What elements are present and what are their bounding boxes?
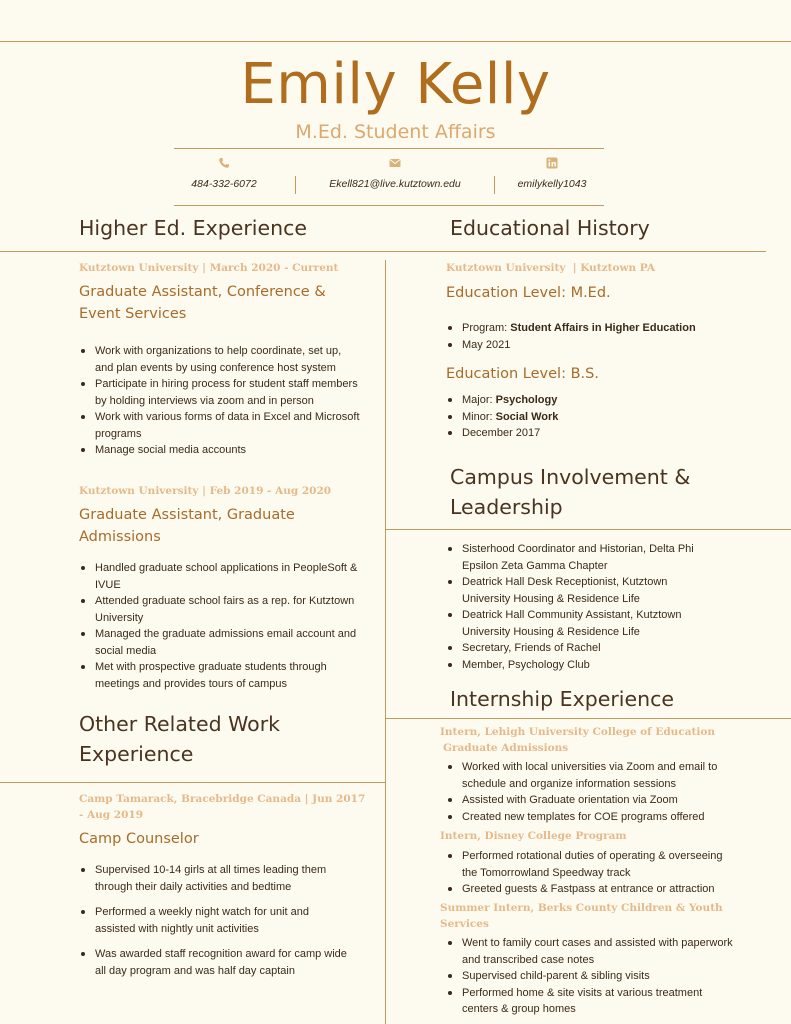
linkedin-handle[interactable]: emilykelly1043	[517, 178, 587, 190]
contact-rule	[174, 205, 604, 206]
job-org: Camp Tamarack, Bracebridge Canada | Jun 2017 - Aug 2019	[79, 793, 366, 821]
mail-icon	[389, 157, 401, 169]
major-label: Major:	[462, 394, 496, 406]
list-item: Handled graduate school applications in PeopleSoft & IVUE	[79, 560, 361, 593]
internship-org: Intern, Lehigh University College of Education	[440, 726, 715, 738]
title-rule	[174, 148, 604, 149]
column-divider	[385, 260, 386, 1024]
list-item: Deatrick Hall Community Assistant, Kutztown University Housing & Residence Life	[446, 607, 714, 640]
program-value: Student Affairs in Higher Education	[510, 322, 696, 334]
list-item: Went to family court cases and assisted with paperwork and transcribed case notes	[446, 935, 736, 968]
school-org: Kutztown University | Kutztown PA	[446, 262, 656, 274]
list-item: Supervised child-parent & sibling visits	[446, 968, 736, 985]
internship-bullets	[446, 759, 736, 825]
candidate-name: Emily Kelly	[240, 52, 551, 117]
education-level-med: Education Level: M.Ed.	[446, 285, 611, 301]
med-details	[446, 320, 766, 353]
list-item: Attended graduate school fairs as a rep. for Kutztown University	[79, 593, 361, 626]
list-item	[446, 409, 766, 426]
section-heading-higher-ed: Higher Ed. Experience	[79, 216, 307, 240]
internship-org: Intern, Disney College Program	[440, 830, 627, 842]
linkedin-icon	[546, 157, 558, 169]
list-item: Supervised 10-14 girls at all times leading them through their daily activities and bedtime	[79, 862, 349, 895]
list-item: Work with organizations to help coordinate, set up, and plan events by using conference host system	[79, 343, 361, 376]
section-rule	[385, 718, 791, 719]
list-item: Was awarded staff recognition award for camp wide all day program and was half day captain	[79, 946, 349, 979]
section-rule	[0, 251, 766, 252]
list-item: Greeted guests & Fastpass at entrance or attraction	[446, 881, 736, 898]
campus-bullets	[446, 541, 714, 673]
contact-divider	[494, 176, 495, 194]
list-item: Performed a weekly night watch for unit and assisted with nightly unit activities	[79, 904, 349, 937]
list-item: Performed rotational duties of operating & overseeing the Tomorrowland Speedway track	[446, 848, 736, 881]
job-org: Kutztown University | March 2020 - Current	[79, 262, 339, 274]
section-heading-campus: Campus Involvement & Leadership	[450, 465, 691, 519]
section-rule	[385, 529, 791, 530]
list-item: Managed the graduate admissions email account and social media	[79, 626, 361, 659]
contact-linkedin	[500, 157, 604, 190]
internship-org: Summer Intern, Berks County Children & Youth	[440, 902, 723, 914]
list-item: Worked with local universities via Zoom and email to schedule and organize information sessions	[446, 759, 736, 792]
contact-phone	[174, 157, 274, 190]
list-item: May 2021	[446, 337, 766, 354]
internship-org-line2: Services	[440, 918, 489, 930]
job-title: Graduate Assistant, Graduate Admissions	[79, 507, 295, 545]
job-bullets	[79, 560, 361, 692]
job-bullets	[79, 343, 361, 459]
phone-icon	[218, 157, 230, 169]
list-item: Participate in hiring process for student staff members by holding interviews via zoom and in person	[79, 376, 361, 409]
list-item: Member, Psychology Club	[446, 657, 714, 674]
minor-value: Social Work	[495, 410, 559, 423]
list-item: Sisterhood Coordinator and Historian, Delta Phi Epsilon Zeta Gamma Chapter	[446, 541, 714, 574]
major-value: Psychology	[495, 394, 558, 406]
candidate-title: M.Ed. Student Affairs	[295, 121, 496, 143]
list-item: Performed home & site visits at various treatment centers & group homes	[446, 985, 736, 1018]
list-item: December 2017	[446, 425, 766, 442]
contact-email	[300, 157, 490, 190]
job-title: Camp Counselor	[79, 831, 199, 847]
list-item: Secretary, Friends of Rachel	[446, 640, 714, 657]
internship-bullets	[446, 848, 736, 898]
list-item: Assisted with Graduate orientation via Zoom	[446, 792, 736, 809]
section-heading-internship: Internship Experience	[450, 687, 674, 711]
section-heading-other-work: Other Related Work Experience	[79, 712, 281, 766]
education-level-bs: Education Level: B.S.	[446, 366, 599, 382]
job-org: Kutztown University | Feb 2019 - Aug 2020	[79, 485, 332, 497]
internship-org-line2: Graduate Admissions	[443, 742, 569, 754]
top-rule	[0, 41, 791, 42]
list-item	[446, 320, 766, 337]
list-item	[446, 392, 766, 409]
list-item: Deatrick Hall Desk Receptionist, Kutztown University Housing & Residence Life	[446, 574, 714, 607]
list-item: Work with various forms of data in Excel and Microsoft programs	[79, 409, 361, 442]
list-item: Met with prospective graduate students through meetings and provides tours of campus	[79, 659, 361, 692]
list-item: Manage social media accounts	[79, 442, 361, 459]
email-address[interactable]: Ekell821@live.kutztown.edu	[329, 178, 461, 190]
internship-bullets	[446, 935, 736, 1018]
job-bullets	[79, 862, 349, 979]
section-heading-education: Educational History	[450, 216, 650, 240]
bs-details	[446, 392, 766, 442]
program-label: Program:	[462, 322, 511, 334]
contact-divider	[295, 176, 296, 194]
minor-label: Minor:	[462, 410, 496, 423]
list-item: Created new templates for COE programs offered	[446, 809, 736, 826]
section-rule	[0, 782, 385, 783]
job-title: Graduate Assistant, Conference & Event Services	[79, 284, 326, 322]
phone-number[interactable]: 484-332-6072	[191, 178, 257, 190]
